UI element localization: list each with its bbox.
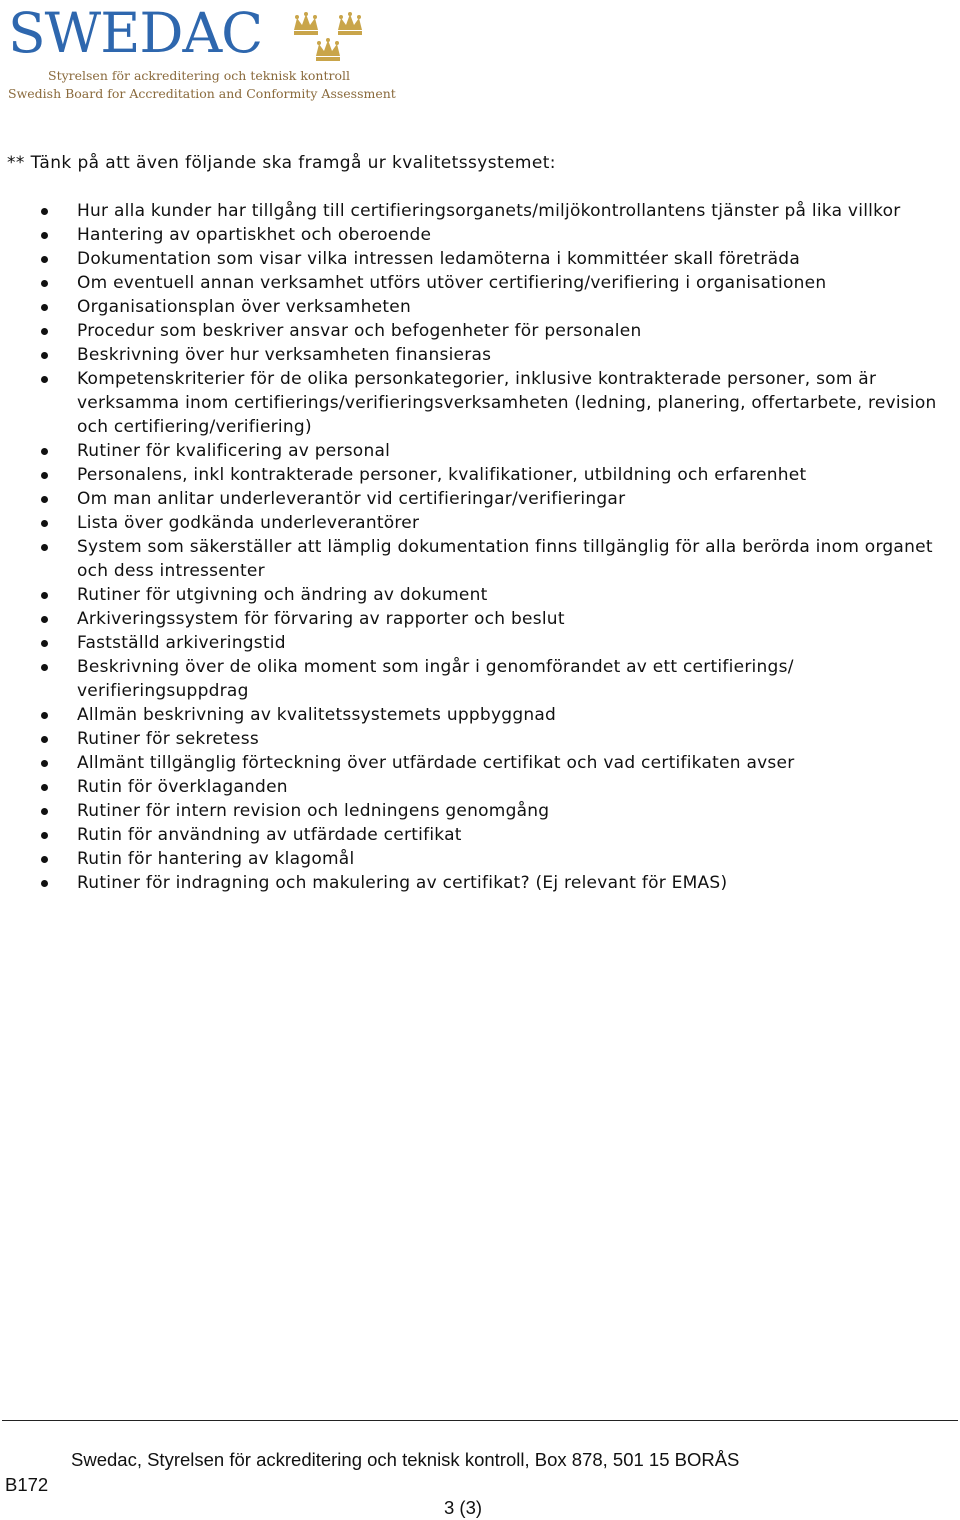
bullet-icon bbox=[41, 232, 48, 239]
logo-subtitle-english: Swedish Board for Accreditation and Conformity Assessment bbox=[8, 86, 396, 101]
list-item bbox=[0, 487, 955, 511]
bullet-icon bbox=[41, 520, 48, 527]
bullet-icon bbox=[41, 712, 48, 719]
list-item bbox=[0, 247, 955, 271]
list-item-text: Om eventuell annan verksamhet utförs utöver certifiering/verifiering i organisationen bbox=[77, 273, 827, 293]
list-item-text: Personalens, inkl kontrakterade personer, kvalifikationer, utbildning och erfarenhet bbox=[77, 465, 807, 485]
bullet-icon bbox=[41, 256, 48, 263]
list-item-text: Rutiner för indragning och makulering av certifikat? (Ej relevant för EMAS) bbox=[77, 873, 728, 893]
logo-wordmark: SWEDAC bbox=[8, 1, 263, 65]
list-item-text: Rutiner för sekretess bbox=[77, 729, 259, 749]
list-item bbox=[0, 751, 955, 775]
bullet-icon bbox=[41, 448, 48, 455]
bullet-icon bbox=[41, 472, 48, 479]
list-item-text: Fastställd arkiveringstid bbox=[77, 633, 286, 653]
list-item bbox=[0, 847, 955, 871]
bullet-icon bbox=[41, 880, 48, 887]
bullet-icon bbox=[41, 280, 48, 287]
list-item bbox=[0, 319, 955, 343]
list-item bbox=[0, 583, 955, 607]
list-item-text: System som säkerställer att lämplig dokumentation finns tillgänglig för alla berörda inom organet och dess intressenter bbox=[77, 537, 933, 581]
list-item-text: Om man anlitar underleverantör vid certifieringar/verifieringar bbox=[77, 489, 626, 509]
list-item-text: Organisationsplan över verksamheten bbox=[77, 297, 411, 317]
bullet-icon bbox=[41, 328, 48, 335]
bullet-icon bbox=[41, 376, 48, 383]
bullet-icon bbox=[41, 496, 48, 503]
list-item bbox=[0, 463, 955, 487]
footer-divider bbox=[2, 1420, 958, 1421]
list-item bbox=[0, 535, 955, 583]
list-item bbox=[0, 367, 955, 439]
list-item bbox=[0, 271, 955, 295]
bullet-icon bbox=[41, 760, 48, 767]
list-item-text: Rutiner för utgivning och ändring av dokument bbox=[77, 585, 488, 605]
list-item-text: Arkiveringssystem för förvaring av rapporter och beslut bbox=[77, 609, 565, 629]
footer-address: Swedac, Styrelsen för ackreditering och teknisk kontroll, Box 878, 501 15 BORÅS bbox=[71, 1449, 740, 1470]
bullet-icon bbox=[41, 208, 48, 215]
list-item-text: Hur alla kunder har tillgång till certifieringsorganets/miljökontrollantens tjänster på lika villkor bbox=[77, 201, 901, 221]
list-item-text: Allmän beskrivning av kvalitetssystemets uppbyggnad bbox=[77, 705, 557, 725]
bullet-icon bbox=[41, 616, 48, 623]
list-item-text: Lista över godkända underleverantörer bbox=[77, 513, 420, 533]
bullet-icon bbox=[41, 640, 48, 647]
page-number: 3 (3) bbox=[444, 1497, 483, 1518]
list-item bbox=[0, 223, 955, 247]
bullet-icon bbox=[41, 832, 48, 839]
list-item-text: Hantering av opartiskhet och oberoende bbox=[77, 225, 432, 245]
list-item-text: Rutin för användning av utfärdade certifikat bbox=[77, 825, 462, 845]
list-item bbox=[0, 871, 955, 895]
list-item-text: Rutiner för intern revision och ledningens genomgång bbox=[77, 801, 550, 821]
bullet-icon bbox=[41, 304, 48, 311]
list-item-text: Beskrivning över de olika moment som ingår i genomförandet av ett certifierings/ verifieringsuppdrag bbox=[77, 657, 794, 701]
list-item-text: Rutin för överklaganden bbox=[77, 777, 288, 797]
list-item bbox=[0, 511, 955, 535]
list-item bbox=[0, 799, 955, 823]
list-item bbox=[0, 343, 955, 367]
list-item bbox=[0, 655, 955, 703]
swedac-logo bbox=[8, 1, 396, 106]
list-item bbox=[0, 199, 955, 223]
document-code: B172 bbox=[5, 1474, 49, 1495]
bullet-icon bbox=[41, 784, 48, 791]
intro-heading: ** Tänk på att även följande ska framgå ur kvalitetssystemet: bbox=[7, 153, 556, 173]
list-item bbox=[0, 439, 955, 463]
list-item bbox=[0, 823, 955, 847]
bullet-icon bbox=[41, 856, 48, 863]
list-item-text: Rutin för hantering av klagomål bbox=[77, 849, 355, 869]
bullet-icon bbox=[41, 808, 48, 815]
list-item-text: Allmänt tillgänglig förteckning över utfärdade certifikat och vad certifikaten avser bbox=[77, 753, 795, 773]
list-item bbox=[0, 775, 955, 799]
bullet-icon bbox=[41, 544, 48, 551]
list-item bbox=[0, 607, 955, 631]
logo-subtitle-swedish: Styrelsen för ackreditering och teknisk kontroll bbox=[48, 68, 351, 83]
list-item-text: Rutiner för kvalificering av personal bbox=[77, 441, 391, 461]
list-item-text: Dokumentation som visar vilka intressen ledamöterna i kommittéer skall företräda bbox=[77, 249, 800, 269]
list-item bbox=[0, 631, 955, 655]
bullet-icon bbox=[41, 736, 48, 743]
list-item bbox=[0, 703, 955, 727]
list-item bbox=[0, 295, 955, 319]
three-crowns-icon bbox=[290, 10, 372, 64]
bullet-icon bbox=[41, 352, 48, 359]
bullet-icon bbox=[41, 592, 48, 599]
bullet-icon bbox=[41, 664, 48, 671]
quality-system-checklist bbox=[0, 199, 955, 895]
list-item-text: Kompetenskriterier för de olika personkategorier, inklusive kontrakterade personer, som är verksamma inom certifierings/verifieringsverksamheten (ledning, planering, offertarbete, revision och certifiering/verifiering) bbox=[77, 369, 937, 437]
list-item-text: Procedur som beskriver ansvar och befogenheter för personalen bbox=[77, 321, 642, 341]
list-item-text: Beskrivning över hur verksamheten finansieras bbox=[77, 345, 492, 365]
list-item bbox=[0, 727, 955, 751]
